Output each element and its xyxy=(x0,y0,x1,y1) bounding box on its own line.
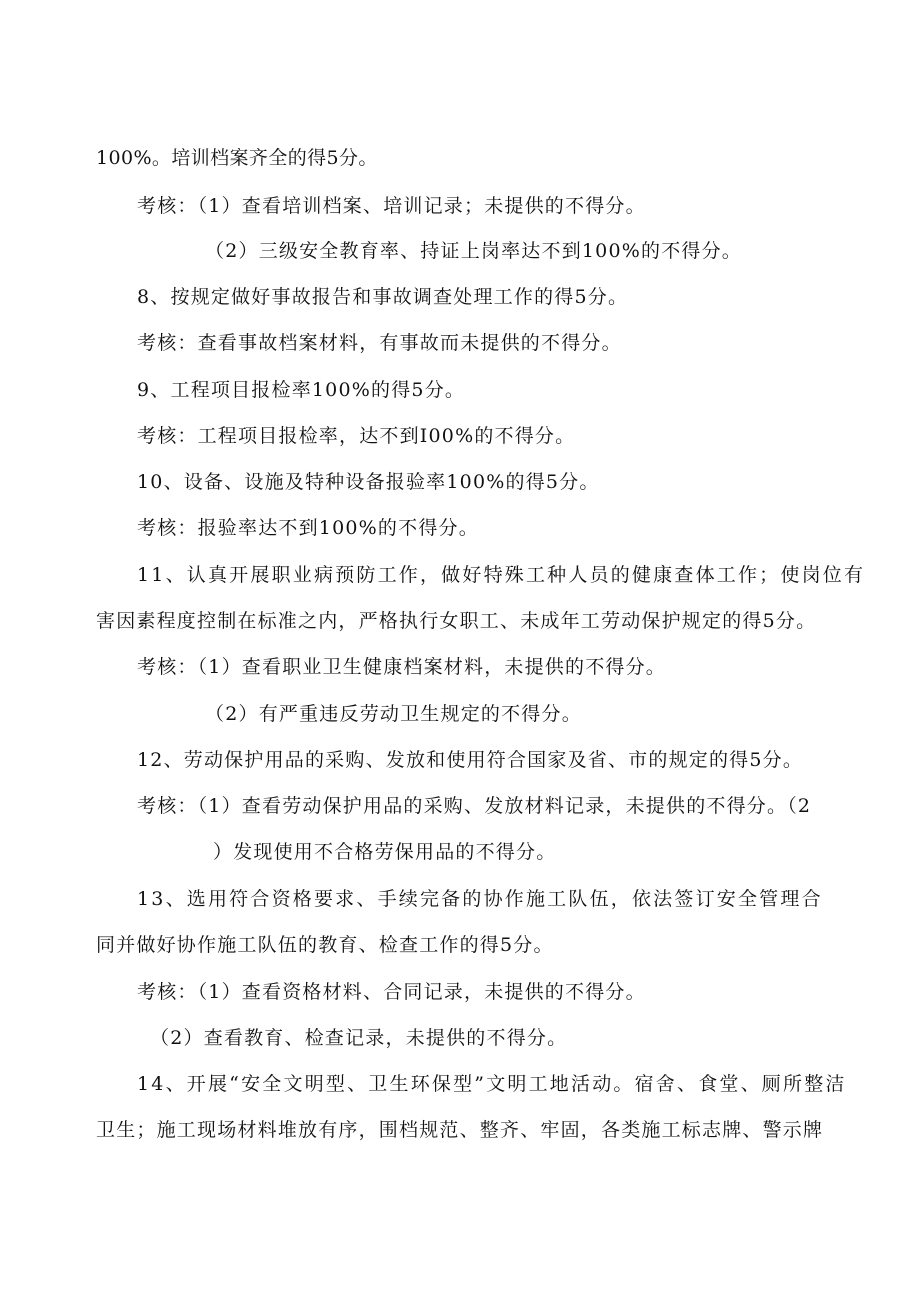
text-line: （2）查看教育、检查记录，未提供的不得分。 xyxy=(150,1027,568,1049)
text-line: 害因素程度控制在标准之内，严格执行女职工、未成年工劳动保护规定的得5分。 xyxy=(96,610,817,632)
text-line: 12、劳动保护用品的采购、发放和使用符合国家及省、市的规定的得5分。 xyxy=(137,749,804,771)
text-line: 14、开展“安全文明型、卫生环保型”文明工地活动。宿舍、食堂、厕所整洁 xyxy=(137,1073,847,1095)
text-line: 9、工程项目报检率100%的得5分。 xyxy=(137,379,466,401)
text-line: 卫生；施工现场材料堆放有序，围档规范、整齐、牢固，各类施工标志牌、警示牌 xyxy=(96,1119,824,1141)
text-line: 考核：（1）查看职业卫生健康档案材料，未提供的不得分。 xyxy=(137,656,666,678)
text-line: 考核：（1）查看培训档案、培训记录；未提供的不得分。 xyxy=(137,195,646,217)
text-line: （2）有严重违反劳动卫生规定的不得分。 xyxy=(205,703,582,725)
text-line: 同并做好协作施工队伍的教育、检查工作的得5分。 xyxy=(96,934,554,956)
text-line: 考核：报验率达不到100%的不得分。 xyxy=(137,517,479,539)
text-line: 10、设备、设施及特种设备报验率100%的得5分。 xyxy=(137,471,600,493)
text-line: 考核：（1）查看资格材料、合同记录，未提供的不得分。 xyxy=(137,981,646,1003)
text-line: ）发现使用不合格劳保用品的不得分。 xyxy=(213,841,557,863)
text-line: 8、按规定做好事故报告和事故调查处理工作的得5分。 xyxy=(137,286,629,308)
text-line: 考核：查看事故档案材料，有事故而未提供的不得分。 xyxy=(137,332,622,354)
text-line: 13、选用符合资格要求、手续完备的协作施工队伍，依法签订安全管理合 xyxy=(137,888,823,910)
text-line: 11、认真开展职业病预防工作，做好特殊工种人员的健康查体工作；使岗位有 xyxy=(137,564,866,586)
text-line: 考核：工程项目报检率，达不到I00%的不得分。 xyxy=(137,425,576,447)
text-line: 考核：（1）查看劳动保护用品的采购、发放材料记录，未提供的不得分。（2 xyxy=(137,795,812,817)
text-line: 100%。培训档案齐全的得5分。 xyxy=(96,147,378,169)
text-line: （2）三级安全教育率、持证上岗率达不到100%的不得分。 xyxy=(205,240,743,262)
